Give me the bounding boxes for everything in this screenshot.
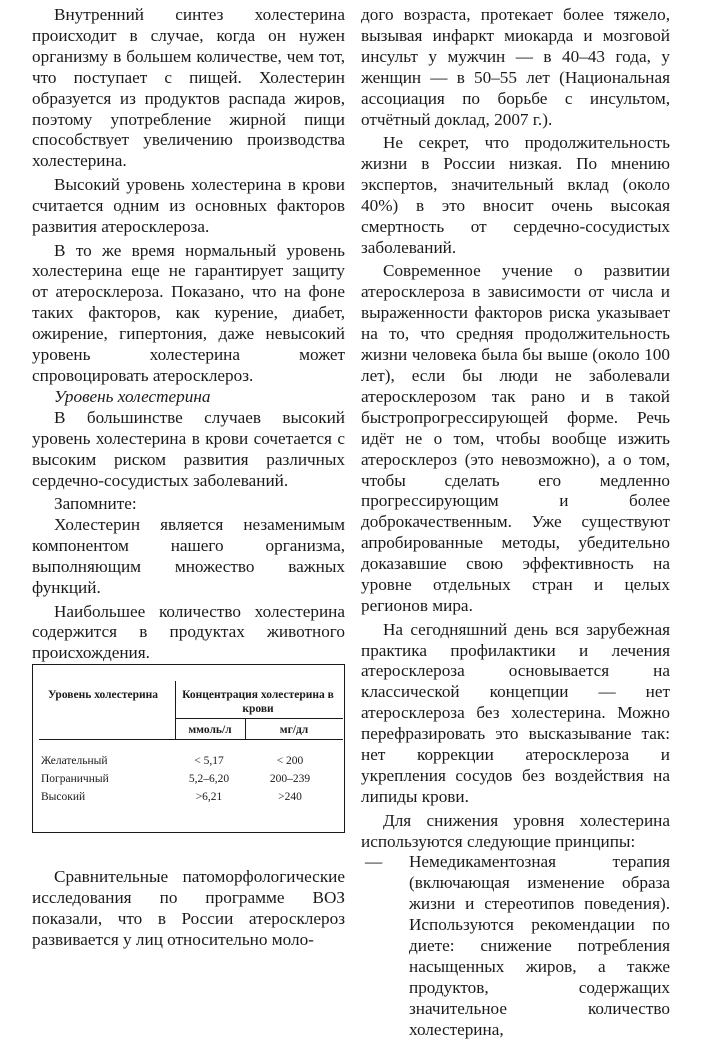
paragraph: Сравнительные патоморфологические исследования по программе ВОЗ показали, что в России атеросклероз развивается у лиц относительно моло- — [32, 867, 345, 949]
paragraph: Внутренний синтез холестерина происходит в случае, когда он нужен организму в большем количестве, чем тот, что поступает с пищей. Холестерин образуется из продуктов распада жиров, поэтому употребление жирной пищи способствует увеличению производства холестерина. — [32, 5, 345, 171]
list-item-text: Немедикаментозная терапия (включающая изменение образа жизни и стереотипов поведения). Используются рекомендации по диете: снижение потребления насыщенных жиров, а также продуктов, содержащих значительное количество холестерина, — [409, 852, 670, 1039]
paragraph: дого возраста, протекает более тяжело, вызывая инфаркт миокарда и мозговой инсульт у мужчин — в 40–43 года, у женщин — в 50–55 лет (Национальная ассоциация по борьбе с инсультом, отчётный доклад, 2007 г.). — [361, 5, 670, 129]
paragraph: Для снижения уровня холестерина используются следующие принципы: — [361, 810, 670, 851]
table-divider — [175, 718, 343, 719]
paragraph: В большинстве случаев высокий уровень холестерина в крови сочетается с высоким риском развития различных сердечно-сосудистых заболеваний. — [32, 407, 345, 490]
subheading: Уровень холестерина — [54, 386, 211, 406]
table-header-mmol: ммоль/л — [188, 724, 232, 736]
table-cell-mgdl: < 200 — [276, 755, 304, 767]
paragraph: В то же время нормальный уровень холестерина еще не гарантирует защиту от атеросклероза. Показано, что на фоне таких факторов, как курение, диабет, ожирение, гипертония, даже невысокий уровень холестерина может спровоцировать атеросклероз. — [32, 240, 345, 385]
left-column — [32, 0, 345, 664]
paragraph: На сегодняшний день вся зарубежная практика профилактики и лечения атеросклероза основывается на классической концепции — нет атеросклероза без холестерина. Можно перефразировать это высказывание так: нет коррекции атеросклероза и укрепления сосудов без воздействия на липиды крови. — [361, 619, 670, 806]
paragraph: Запомните: — [54, 494, 137, 514]
table-header-mgdl: мг/дл — [279, 724, 309, 736]
paragraph: Высокий уровень холестерина в крови считается одним из основных факторов развития атеросклероза. — [32, 175, 345, 236]
table-cell-level: Высокий — [41, 791, 86, 803]
list-dash: — — [365, 852, 383, 872]
table-cell-mgdl: 200–239 — [269, 773, 311, 785]
table-cell-mmol: < 5,17 — [194, 755, 224, 767]
table-cell-mgdl: >240 — [278, 791, 302, 803]
table-header-concentration: Концентрация холестерина в крови — [182, 689, 334, 715]
paragraph: Современное учение о развитии атеросклероза в зависимости от числа и выраженности факторов риска указывает на то, что средняя продолжительность жизни человека была бы выше (около 100 лет), если бы люди не заболевали атеросклерозом так рано и в такой быстропрогрессирующей форме. Речь идёт не о том, чтобы вообще изжить атеросклероз (это невозможно), а о том, чтобы сделать его медленно прогрессирующим и более доброкачественным. Уже существуют апробированные методы, убедительно доказавшие свою эффективность на уровне отдельных стран и целых регионов мира. — [361, 261, 670, 615]
table-cell-mmol: >6,21 — [195, 791, 223, 803]
right-column — [361, 0, 670, 1041]
table-header-level: Уровень холестерина — [47, 689, 159, 701]
left-column-bottom — [32, 867, 345, 951]
table-divider — [39, 739, 343, 740]
paragraph: Холестерин является незаменимым компонентом нашего организма, выполняющим множество важных функций. — [32, 515, 345, 597]
paragraph: Наибольшее количество холестерина содержится в продуктах животного происхождения. — [32, 601, 345, 663]
list-item — [361, 852, 670, 1040]
cholesterol-table — [32, 664, 345, 833]
paragraph: Не секрет, что продолжительность жизни в России низкая. По мнению экспертов, значительный вклад (около 40%) в это вносит очень высокая смертность от сердечно-сосудистых заболеваний. — [361, 133, 670, 257]
table-cell-level: Пограничный — [41, 773, 109, 785]
table-cell-mmol: 5,2–6,20 — [188, 773, 230, 785]
table-cell-level: Желательный — [41, 755, 108, 767]
